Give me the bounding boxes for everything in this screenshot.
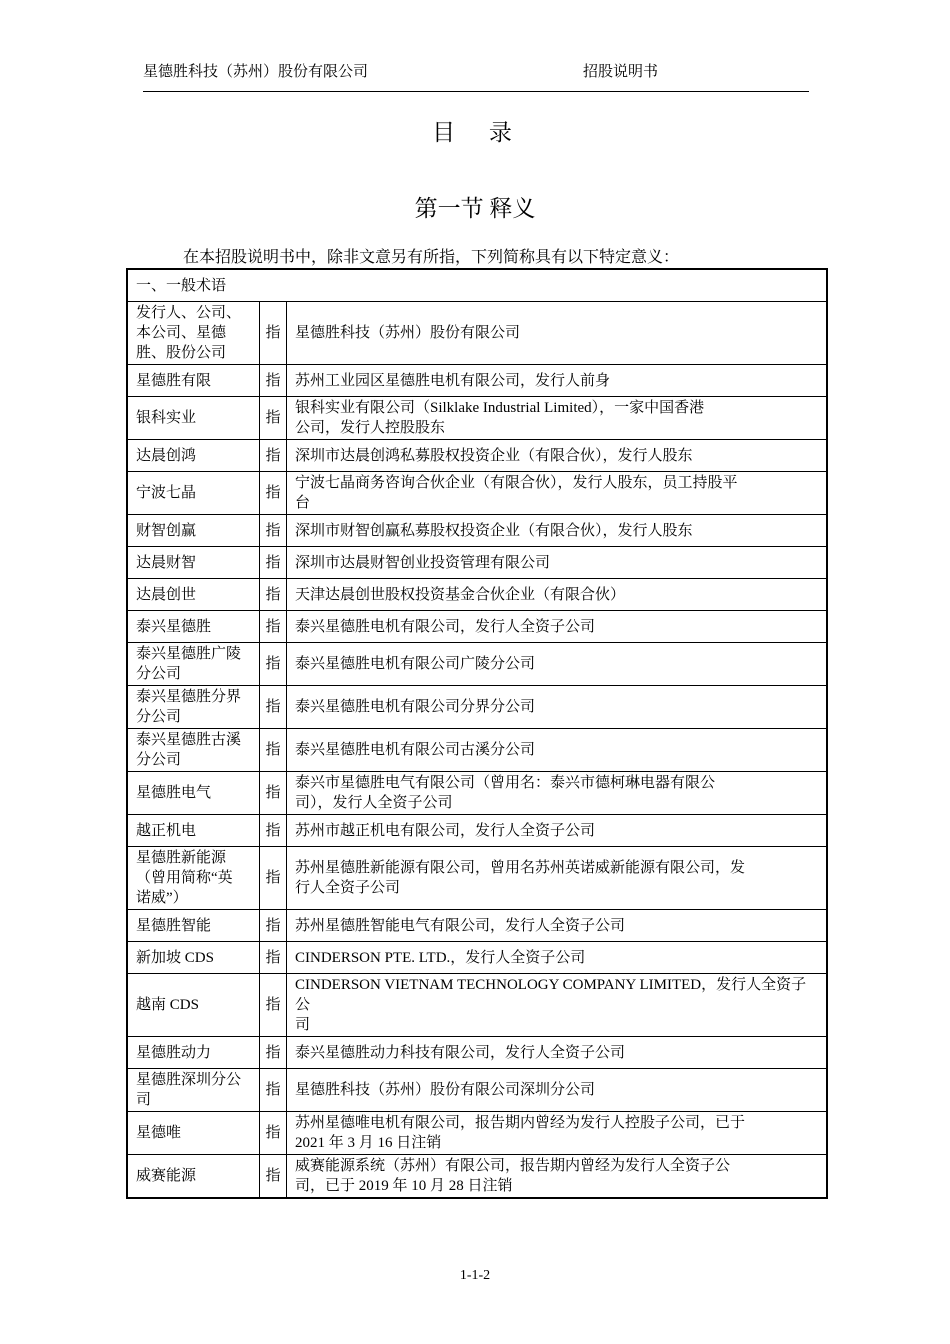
term-cell: 泰兴星德胜 — [127, 611, 260, 643]
table-row — [127, 974, 827, 1037]
term-cell: 星德胜动力 — [127, 1037, 260, 1069]
definitions-table — [126, 268, 828, 1199]
toc-title: 目 录 — [432, 120, 526, 145]
table-row — [127, 472, 827, 515]
table-row — [127, 942, 827, 974]
zhi-cell: 指 — [260, 579, 287, 611]
term-cell: 星德胜智能 — [127, 910, 260, 942]
table-row — [127, 643, 827, 686]
zhi-cell: 指 — [260, 302, 287, 365]
definition-cell: 银科实业有限公司（Silklake Industrial Limited），一家中国香港 公司，发行人控股股东 — [287, 397, 828, 440]
definition-cell: 深圳市达晨财智创业投资管理有限公司 — [287, 547, 828, 579]
table-row — [127, 1155, 827, 1199]
zhi-cell: 指 — [260, 472, 287, 515]
table-row — [127, 1112, 827, 1155]
definition-cell: 天津达晨创世股权投资基金合伙企业（有限合伙） — [287, 579, 828, 611]
definition-cell: 深圳市达晨创鸿私募股权投资企业（有限合伙），发行人股东 — [287, 440, 828, 472]
term-cell: 星德唯 — [127, 1112, 260, 1155]
zhi-cell: 指 — [260, 942, 287, 974]
table-row — [127, 910, 827, 942]
zhi-cell: 指 — [260, 440, 287, 472]
definition-cell: CINDERSON VIETNAM TECHNOLOGY COMPANY LIMITED，发行人全资子公 司 — [287, 974, 828, 1037]
zhi-cell: 指 — [260, 611, 287, 643]
term-cell: 达晨创鸿 — [127, 440, 260, 472]
term-cell: 泰兴星德胜古溪 分公司 — [127, 729, 260, 772]
definition-cell: 泰兴星德胜电机有限公司古溪分公司 — [287, 729, 828, 772]
header-company: 星德胜科技（苏州）股份有限公司 — [143, 63, 369, 80]
table-row — [127, 1037, 827, 1069]
definition-cell: 苏州星德唯电机有限公司，报告期内曾经为发行人控股子公司，已于 2021 年 3 月 16 日注销 — [287, 1112, 828, 1155]
definition-cell: 星德胜科技（苏州）股份有限公司 — [287, 302, 828, 365]
term-cell: 星德胜有限 — [127, 365, 260, 397]
term-cell: 威赛能源 — [127, 1155, 260, 1199]
term-cell: 发行人、公司、 本公司、星德 胜、股份公司 — [127, 302, 260, 365]
definition-cell: 苏州工业园区星德胜电机有限公司，发行人前身 — [287, 365, 828, 397]
term-cell: 越南 CDS — [127, 974, 260, 1037]
zhi-cell: 指 — [260, 815, 287, 847]
term-cell: 泰兴星德胜分界 分公司 — [127, 686, 260, 729]
term-cell: 达晨财智 — [127, 547, 260, 579]
term-cell: 达晨创世 — [127, 579, 260, 611]
zhi-cell: 指 — [260, 729, 287, 772]
definition-cell: 宁波七晶商务咨询合伙企业（有限合伙），发行人股东，员工持股平 台 — [287, 472, 828, 515]
table-row — [127, 815, 827, 847]
term-cell: 银科实业 — [127, 397, 260, 440]
table-row — [127, 365, 827, 397]
term-cell: 新加坡 CDS — [127, 942, 260, 974]
zhi-cell: 指 — [260, 365, 287, 397]
zhi-cell: 指 — [260, 910, 287, 942]
table-row — [127, 1069, 827, 1112]
term-cell: 越正机电 — [127, 815, 260, 847]
zhi-cell: 指 — [260, 847, 287, 910]
term-cell: 财智创赢 — [127, 515, 260, 547]
definition-cell: 泰兴星德胜电机有限公司，发行人全资子公司 — [287, 611, 828, 643]
definition-cell: 泰兴星德胜电机有限公司分界分公司 — [287, 686, 828, 729]
term-cell: 星德胜新能源 （曾用简称“英 诺威”） — [127, 847, 260, 910]
definition-cell: 泰兴星德胜动力科技有限公司，发行人全资子公司 — [287, 1037, 828, 1069]
definition-cell: CINDERSON PTE. LTD.，发行人全资子公司 — [287, 942, 828, 974]
table-row — [127, 686, 827, 729]
zhi-cell: 指 — [260, 772, 287, 815]
table-row — [127, 440, 827, 472]
definition-cell: 威赛能源系统（苏州）有限公司，报告期内曾经为发行人全资子公 司，已于 2019 年 10 月 28 日注销 — [287, 1155, 828, 1199]
zhi-cell: 指 — [260, 547, 287, 579]
table-row — [127, 397, 827, 440]
table-row — [127, 515, 827, 547]
term-cell: 星德胜深圳分公 司 — [127, 1069, 260, 1112]
definition-cell: 苏州星德胜智能电气有限公司，发行人全资子公司 — [287, 910, 828, 942]
term-cell: 泰兴星德胜广陵 分公司 — [127, 643, 260, 686]
zhi-cell: 指 — [260, 1037, 287, 1069]
zhi-cell: 指 — [260, 1155, 287, 1199]
term-cell: 宁波七晶 — [127, 472, 260, 515]
category-label: 一、一般术语 — [127, 269, 827, 302]
section-title: 第一节 释义 — [414, 196, 536, 221]
definition-cell: 泰兴星德胜电机有限公司广陵分公司 — [287, 643, 828, 686]
table-row — [127, 302, 827, 365]
table-row — [127, 729, 827, 772]
table-row — [127, 547, 827, 579]
zhi-cell: 指 — [260, 686, 287, 729]
zhi-cell: 指 — [260, 397, 287, 440]
zhi-cell: 指 — [260, 974, 287, 1037]
page-number: 1-1-2 — [459, 1268, 491, 1283]
definition-cell: 星德胜科技（苏州）股份有限公司深圳分公司 — [287, 1069, 828, 1112]
header-doc-type: 招股说明书 — [583, 63, 659, 80]
zhi-cell: 指 — [260, 1112, 287, 1155]
table-row — [127, 772, 827, 815]
definition-cell: 苏州市越正机电有限公司，发行人全资子公司 — [287, 815, 828, 847]
zhi-cell: 指 — [260, 643, 287, 686]
page-header — [143, 58, 809, 92]
zhi-cell: 指 — [260, 1069, 287, 1112]
table-row — [127, 847, 827, 910]
definition-cell: 苏州星德胜新能源有限公司，曾用名苏州英诺威新能源有限公司，发 行人全资子公司 — [287, 847, 828, 910]
category-row — [127, 269, 827, 302]
table-row — [127, 579, 827, 611]
table-row — [127, 611, 827, 643]
definition-cell: 泰兴市星德胜电气有限公司（曾用名：泰兴市德柯琳电器有限公 司），发行人全资子公司 — [287, 772, 828, 815]
zhi-cell: 指 — [260, 515, 287, 547]
intro-text: 在本招股说明书中，除非文意另有所指，下列简称具有以下特定意义： — [183, 249, 680, 266]
term-cell: 星德胜电气 — [127, 772, 260, 815]
definition-cell: 深圳市财智创赢私募股权投资企业（有限合伙），发行人股东 — [287, 515, 828, 547]
